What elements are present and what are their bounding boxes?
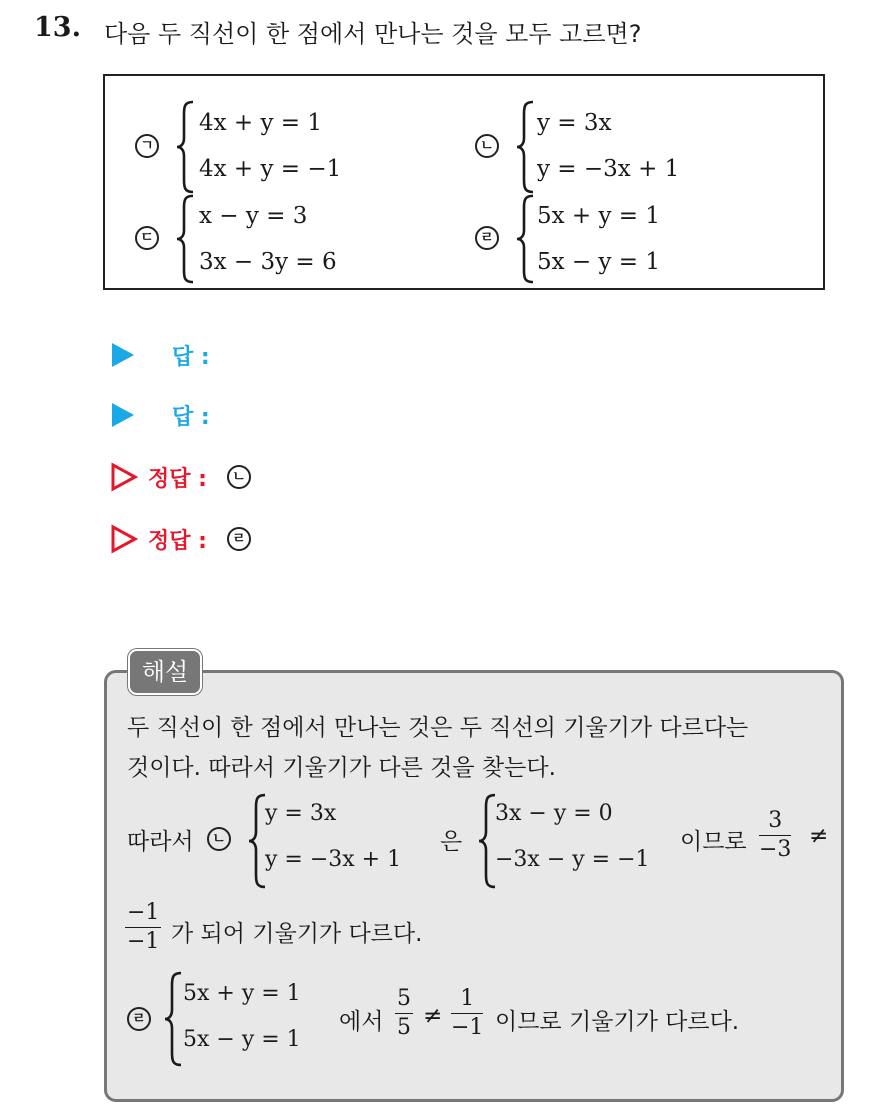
- correct-answer-label: 정답 :: [148, 466, 207, 492]
- correct-answer-value: ㄴ: [227, 465, 251, 489]
- explanation-sys1-eq2: y = −3x + 1: [265, 847, 402, 872]
- correct-answer-row-2: [110, 522, 251, 556]
- choice-rieul-eq2: 5x − y = 1: [537, 249, 661, 275]
- explanation-eun: 은: [440, 829, 463, 855]
- brace-icon: [175, 194, 195, 284]
- fraction-numerator: 1: [451, 985, 483, 1014]
- explanation-line-5: 이므로 기울기가 다르다.: [495, 1009, 740, 1035]
- fraction-1-over-neg1: [451, 985, 483, 1042]
- explanation-sys2-eq1: 3x − y = 0: [495, 801, 613, 826]
- answer-row-1: [110, 338, 210, 372]
- choice-nieun-eq2: y = −3x + 1: [537, 156, 680, 182]
- fraction-numerator: −1: [125, 899, 161, 928]
- correct-answer-label: 정답 :: [148, 528, 207, 554]
- explanation-imeuro: 이므로: [680, 829, 747, 855]
- brace-icon: [175, 100, 195, 194]
- choice-nieun-eq1: y = 3x: [537, 110, 612, 136]
- explanation-line-2: 것이다. 따라서 기울기가 다른 것을 찾는다.: [127, 755, 556, 781]
- answer-label: 답 :: [172, 344, 210, 370]
- choice-rieul-eq1: 5x + y = 1: [537, 203, 661, 229]
- fraction-denominator: −1: [127, 929, 160, 954]
- fraction-denominator: −3: [759, 837, 792, 862]
- choice-digeut-eq1: x − y = 3: [199, 203, 308, 229]
- explanation-line-4: 가 되어 기울기가 다르다.: [171, 921, 423, 947]
- explanation-label-nieun: ㄴ: [207, 827, 231, 851]
- explanation-prefix: 따라서: [127, 829, 194, 855]
- outline-triangle-icon: [110, 462, 138, 492]
- choice-label-rieul: ㄹ: [475, 226, 499, 250]
- play-triangle-icon: [110, 401, 136, 429]
- fraction-denominator: −1: [451, 1015, 484, 1040]
- brace-icon: [515, 100, 535, 194]
- answer-row-2: [110, 398, 210, 432]
- question-number: 13.: [34, 12, 81, 43]
- fraction-denominator: 5: [397, 1015, 411, 1040]
- fraction-numerator: 3: [759, 807, 791, 836]
- choice-label-nieun: ㄴ: [475, 134, 499, 158]
- choice-giyeok-eq1: 4x + y = 1: [199, 110, 323, 136]
- correct-answer-row-1: [110, 460, 251, 494]
- explanation-sys3-eq1: 5x + y = 1: [183, 981, 301, 1006]
- not-equal-sign: ≠: [809, 823, 829, 849]
- explanation-label-rieul: ㄹ: [127, 1007, 151, 1031]
- fraction-numerator: 5: [395, 985, 413, 1014]
- question-text: 다음 두 직선이 한 점에서 만나는 것을 모두 고르면?: [104, 20, 642, 48]
- choice-giyeok-eq2: 4x + y = −1: [199, 156, 342, 182]
- fraction-5-over-5: [395, 985, 413, 1042]
- not-equal-sign: ≠: [423, 1003, 443, 1029]
- outline-triangle-icon: [110, 524, 138, 554]
- choice-label-giyeok: ㄱ: [135, 134, 159, 158]
- explanation-sys1-eq1: y = 3x: [265, 801, 337, 826]
- brace-icon: [247, 793, 267, 889]
- play-triangle-icon: [110, 341, 136, 369]
- brace-icon: [477, 793, 497, 889]
- choices-box: [103, 74, 825, 290]
- fraction-3-over-neg3: [759, 807, 791, 864]
- choice-digeut-eq2: 3x − 3y = 6: [199, 249, 337, 275]
- explanation-sys2-eq2: −3x − y = −1: [495, 847, 650, 872]
- choice-label-digeut: ㄷ: [135, 226, 159, 250]
- explanation-sys3-eq2: 5x − y = 1: [183, 1027, 301, 1052]
- brace-icon: [163, 971, 183, 1067]
- brace-icon: [515, 194, 535, 284]
- explanation-line-1: 두 직선이 한 점에서 만나는 것은 두 직선의 기울기가 다르다는: [127, 715, 749, 741]
- answer-label: 답 :: [172, 404, 210, 430]
- explanation-box: [104, 670, 844, 1102]
- explanation-eseo: 에서: [339, 1009, 384, 1035]
- fraction-neg1-over-neg1: [125, 899, 161, 956]
- correct-answer-value: ㄹ: [227, 527, 251, 551]
- explanation-tag: 해설: [128, 649, 202, 695]
